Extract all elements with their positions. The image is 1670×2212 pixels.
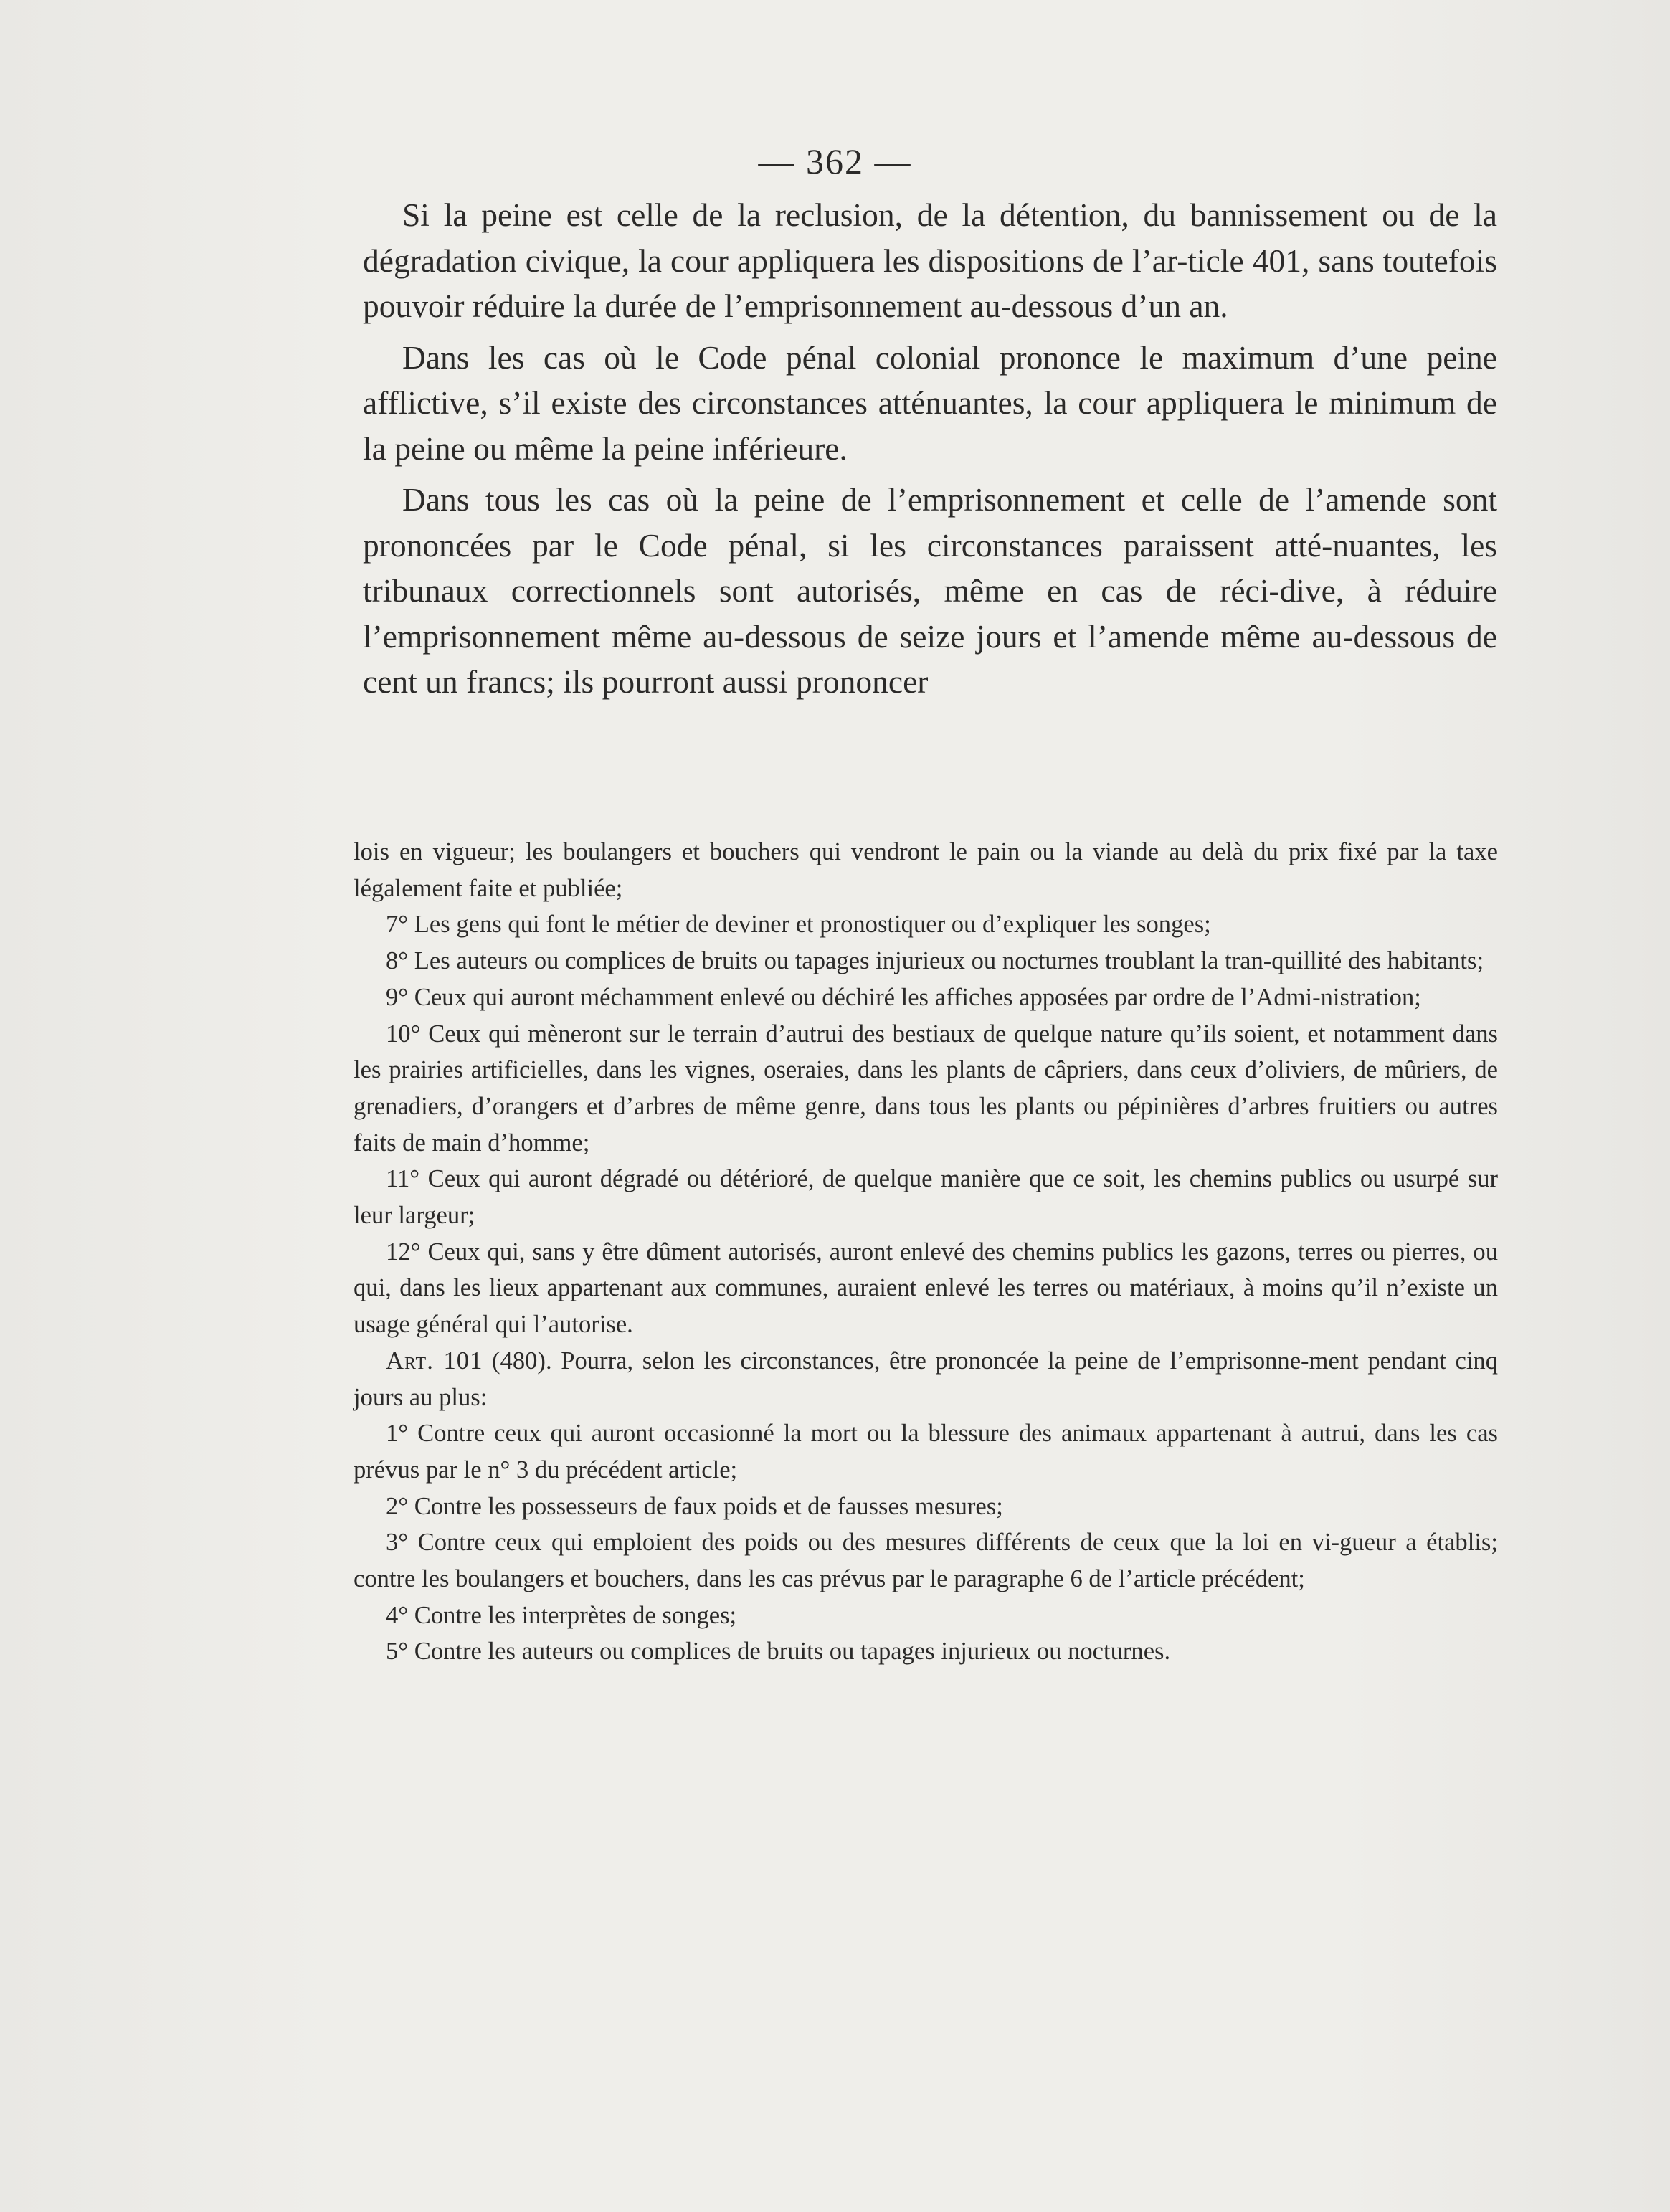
note-item-10: 10° Ceux qui mèneront sur le terrain d’autrui des bestiaux de quelque nature qu’ils soient, et notamment dans les prairies artificielles, dans les vignes, oseraies, dans les plants de câpriers, dans ceux d’oliviers, de mûriers, de grenadiers, d’orangers et d’arbres de même genre, dans tous les plants ou pépinières d’arbres fruitiers ou autres faits de main d’homme; [354, 1020, 1498, 1157]
note-item-7: 7° Les gens qui font le métier de deviner et pronostiquer ou d’expliquer les songes; [386, 911, 1211, 939]
article-item-5: 5° Contre les auteurs ou complices de bruits ou tapages injurieux ou nocturnes. [386, 1638, 1171, 1666]
article-item-3: 3° Contre ceux qui emploient des poids ou des mesures différents de ceux que la loi en vi-gueur a établis; contre les boulangers et bouchers, dans les cas prévus par le paragraphe 6 de l’article précédent; [354, 1529, 1498, 1593]
article-101-paragraph [354, 1343, 1498, 1415]
article-item-2: 2° Contre les possesseurs de faux poids et de fausses mesures; [386, 1492, 1003, 1520]
note-item-8: 8° Les auteurs ou complices de bruits ou tapages injurieux ou nocturnes troublant la tran-quillité des habitants; [386, 947, 1484, 975]
page-number: — 362 — [758, 141, 912, 181]
main-paragraph-1: Si la peine est celle de la reclusion, de la détention, du bannissement ou de la dégradation civique, la cour appliquera les dispositions de l’ar-ticle 401, sans toutefois pouvoir réduire la durée de l’emprisonnement au-dessous d’un an. [363, 196, 1497, 324]
note-item-9: 9° Ceux qui auront méchamment enlevé ou déchiré les affiches apposées par ordre de l’Admi-nistration; [386, 983, 1421, 1011]
article-item-4: 4° Contre les interprètes de songes; [386, 1601, 737, 1629]
note-item-12: 12° Ceux qui, sans y être dûment autorisés, auront enlevé des chemins publics les gazons, terres ou pierres, ou qui, dans les lieux appartenant aux communes, auraient enlevé les terres ou matériaux, à moins qu’il n’existe un usage général qui l’autorise. [354, 1238, 1498, 1339]
note-item-11: 11° Ceux qui auront dégradé ou détérioré, de quelque manière que ce soit, les chemins publics ou usurpé sur leur largeur; [354, 1165, 1498, 1230]
article-text: (480). Pourra, selon les circonstances, être prononcée la peine de l’emprisonne-ment pendant cinq jours au plus: [354, 1347, 1498, 1411]
notes-text-block [354, 834, 1498, 1670]
main-text-block [363, 192, 1497, 711]
article-label: Art. 101 [386, 1347, 483, 1375]
article-item-1: 1° Contre ceux qui auront occasionné la mort ou la blessure des animaux appartenant à autrui, dans les cas prévus par le n° 3 du précédent article; [354, 1420, 1498, 1484]
note-continuation: lois en vigueur; les boulangers et bouchers qui vendront le pain ou la viande au delà du prix fixé par la taxe légalement faite et publiée; [354, 838, 1498, 902]
main-paragraph-3: Dans tous les cas où la peine de l’emprisonnement et celle de l’amende sont prononcées par le Code pénal, si les circonstances paraissent atté-nuantes, les tribunaux correctionnels sont autorisés, même en cas de réci-dive, à réduire l’emprisonnement même au-dessous de seize jours et l’amende même au-dessous de cent un francs; ils pourront aussi prononcer [363, 481, 1497, 700]
main-paragraph-2: Dans les cas où le Code pénal colonial prononce le maximum d’une peine afflictive, s’il existe des circonstances atténuantes, la cour appliquera le minimum de la peine ou même la peine inférieure. [363, 338, 1497, 467]
